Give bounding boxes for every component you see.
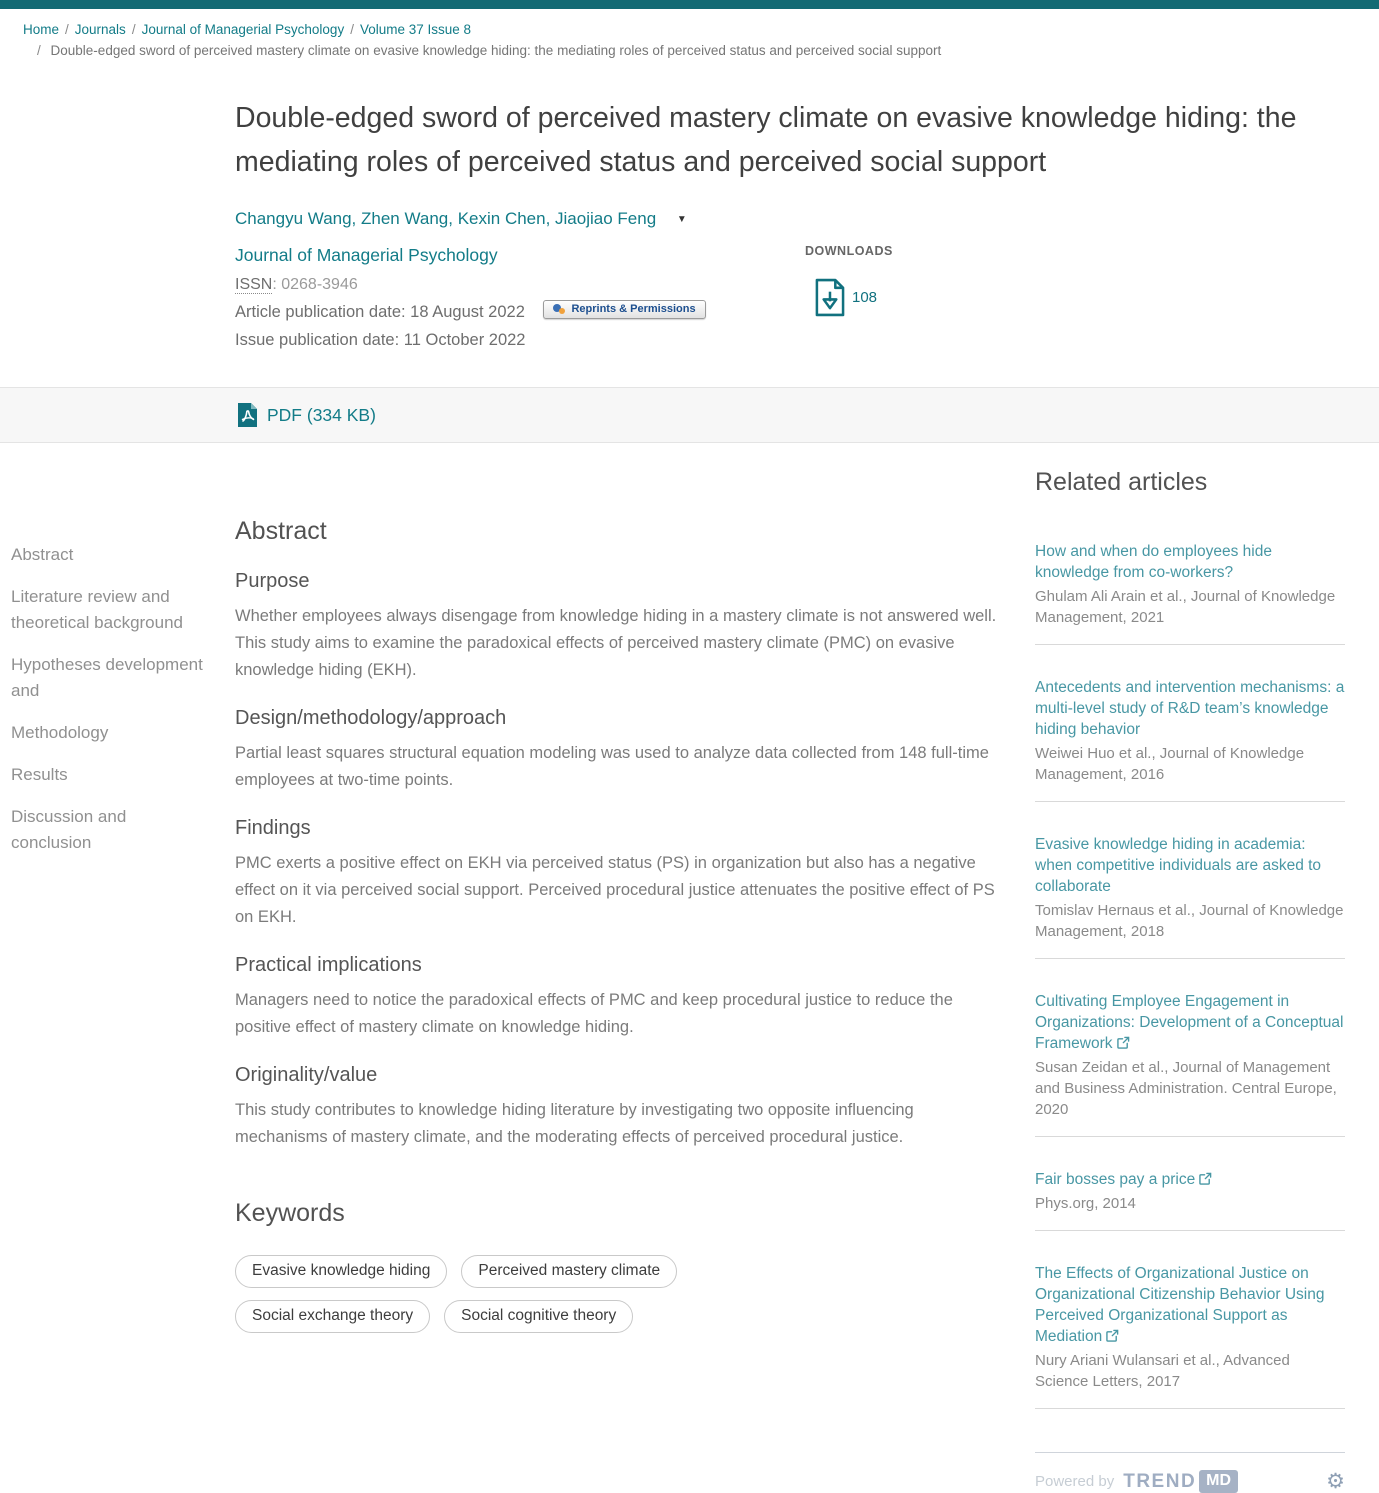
pdf-bar	[0, 387, 1379, 443]
trendmd-logo-trend: TREND	[1123, 1470, 1197, 1492]
related-articles-heading: Related articles	[1035, 468, 1208, 496]
pdf-file-icon	[237, 402, 258, 428]
related-articles-sidebar	[1035, 443, 1379, 1493]
keyword-pill[interactable]: Evasive knowledge hiding	[235, 1255, 447, 1288]
breadcrumb-link[interactable]: Home	[23, 22, 60, 37]
authors-link[interactable]: Changyu Wang, Zhen Wang, Kexin Chen, Jiaojiao Feng	[235, 209, 657, 228]
abstract-section-text: Whether employees always disengage from knowledge hiding in a mastery climate is not answered well. This study aims to examine the paradoxical effects of perceived mastery climate (PMC) on evasive knowledge hiding (EKH).	[235, 607, 997, 679]
breadcrumb-separator: /	[37, 43, 41, 58]
downloads-block	[805, 242, 925, 353]
related-articles-list	[1035, 509, 1345, 1409]
issn-value: : 0268-3946	[272, 276, 358, 293]
toc-item[interactable]: Literature review and theoretical background	[11, 587, 184, 632]
abstract-section-heading: Findings	[235, 817, 311, 839]
issn-abbr: ISSN	[235, 276, 273, 293]
keywords-heading: Keywords	[235, 1199, 345, 1227]
related-article-item	[1035, 645, 1345, 802]
breadcrumb-line-2	[23, 41, 1349, 61]
keyword-pill[interactable]: Perceived mastery climate	[461, 1255, 677, 1288]
related-article-link[interactable]: Fair bosses pay a price	[1035, 1171, 1212, 1188]
downloads-label: DOWNLOADS	[805, 244, 893, 258]
abstract-section-heading: Originality/value	[235, 1064, 378, 1086]
external-link-icon	[1106, 1329, 1119, 1342]
top-accent-bar	[0, 0, 1379, 9]
article-title: Double-edged sword of perceived mastery climate on evasive knowledge hiding: the mediating roles of perceived status and perceived social support	[235, 102, 1297, 178]
related-article-item	[1035, 802, 1345, 959]
related-article-item	[1035, 1231, 1345, 1409]
downloads-count: 108	[852, 289, 878, 306]
abstract-sections	[235, 568, 1002, 1151]
breadcrumb-line-1	[23, 20, 1349, 40]
article-content	[235, 443, 1035, 1493]
reprints-permissions-button[interactable]	[543, 300, 705, 319]
pdf-link-label: PDF (334 KB)	[267, 404, 376, 425]
article-meta	[235, 242, 805, 353]
related-article-link[interactable]: Evasive knowledge hiding in academia: when competitive individuals are asked to collaborate	[1035, 836, 1322, 895]
abstract-section-text: This study contributes to knowledge hiding literature by investigating two opposite influencing mechanisms of mastery climate, and the moderating effects of perceived procedural justice.	[235, 1101, 914, 1146]
article-header	[0, 96, 1379, 353]
keyword-pill[interactable]: Social exchange theory	[235, 1300, 430, 1333]
related-article-item	[1035, 509, 1345, 645]
related-article-link[interactable]: How and when do employees hide knowledge from co-workers?	[1035, 543, 1272, 581]
authors-row	[235, 209, 1339, 229]
issn-line	[235, 272, 805, 297]
article-publication-date	[235, 300, 805, 325]
toc-item[interactable]: Discussion and conclusion	[11, 807, 127, 852]
related-article-meta: Susan Zeidan et al., Journal of Management and Business Administration. Central Europe, 2020	[1035, 1059, 1337, 1118]
abstract-section-text: Managers need to notice the paradoxical effects of PMC and keep procedural justice to reduce the positive effect of mastery climate on knowledge hiding.	[235, 991, 953, 1036]
trendmd-settings-gear-icon[interactable]: ⚙	[1326, 1470, 1345, 1493]
related-article-meta: Phys.org, 2014	[1035, 1195, 1136, 1212]
breadcrumb-separator: /	[131, 22, 136, 37]
reprints-label: Reprints & Permissions	[571, 303, 696, 315]
related-article-meta: Nury Ariani Wulansari et al., Advanced Science Letters, 2017	[1035, 1352, 1290, 1390]
keywords-list	[235, 1255, 885, 1333]
abstract-section-text: PMC exerts a positive effect on EKH via perceived status (PS) in organization but also has a negative effect on it via perceived social support. Perceived procedural justice attenuates the positive effect of PS on EKH.	[235, 854, 995, 926]
related-article-link[interactable]: Cultivating Employee Engagement in Organizations: Development of a Conceptual Framework	[1035, 993, 1344, 1052]
external-link-icon	[1199, 1172, 1212, 1185]
journal-link[interactable]: Journal of Managerial Psychology	[235, 245, 498, 265]
reprints-icon	[553, 303, 566, 315]
issue-publication-date: Issue publication date: 11 October 2022	[235, 331, 526, 349]
toc-item[interactable]: Abstract	[11, 545, 74, 564]
breadcrumb	[0, 9, 1379, 67]
breadcrumb-current-page: Double-edged sword of perceived mastery climate on evasive knowledge hiding: the mediating roles of perceived status and perceived social support	[50, 43, 942, 58]
breadcrumb-link[interactable]: Volume 37 Issue 8	[359, 22, 472, 37]
related-article-link[interactable]: Antecedents and intervention mechanisms: a multi-level study of R&D team’s knowledge hiding behavior	[1035, 679, 1345, 738]
abstract-section-text: Partial least squares structural equation modeling was used to analyze data collected from 148 full-time employees at two-time points.	[235, 744, 989, 789]
related-article-meta: Ghulam Ali Arain et al., Journal of Knowledge Management, 2021	[1035, 588, 1336, 626]
powered-by-label: Powered by	[1035, 1473, 1115, 1490]
authors-dropdown-caret-icon[interactable]: ▼	[676, 214, 687, 225]
related-article-meta: Tomislav Hernaus et al., Journal of Knowledge Management, 2018	[1035, 902, 1344, 940]
toc-item[interactable]: Methodology	[11, 723, 109, 742]
external-link-icon	[1117, 1036, 1130, 1049]
abstract-section-heading: Design/methodology/approach	[235, 707, 507, 729]
related-article-link[interactable]: The Effects of Organizational Justice on Organizational Citizenship Behavior Using Perceived Organizational Support as Mediation	[1035, 1265, 1325, 1345]
abstract-section-heading: Purpose	[235, 570, 310, 592]
toc-item[interactable]: Results	[11, 765, 68, 784]
toc-item[interactable]: Hypotheses development and	[11, 655, 203, 700]
breadcrumb-separator: /	[65, 22, 69, 37]
breadcrumb-link[interactable]: Journal of Managerial Psychology	[141, 22, 345, 37]
pdf-download-link[interactable]	[237, 402, 376, 428]
abstract-heading: Abstract	[235, 517, 327, 545]
abstract-section-heading: Practical implications	[235, 954, 422, 976]
related-article-meta: Weiwei Huo et al., Journal of Knowledge Management, 2016	[1035, 745, 1305, 783]
keyword-pill[interactable]: Social cognitive theory	[444, 1300, 633, 1333]
breadcrumb-separator: /	[350, 22, 354, 37]
related-article-item	[1035, 959, 1345, 1137]
trendmd-logo-md-badge: MD	[1199, 1470, 1238, 1493]
article-date-text: Article publication date: 18 August 2022	[235, 303, 525, 321]
related-article-item	[1035, 1137, 1345, 1231]
breadcrumb-link[interactable]: Journals	[74, 22, 126, 37]
toc-sidebar	[0, 443, 235, 1493]
download-file-icon	[814, 278, 845, 317]
trendmd-footer	[1035, 1453, 1345, 1493]
